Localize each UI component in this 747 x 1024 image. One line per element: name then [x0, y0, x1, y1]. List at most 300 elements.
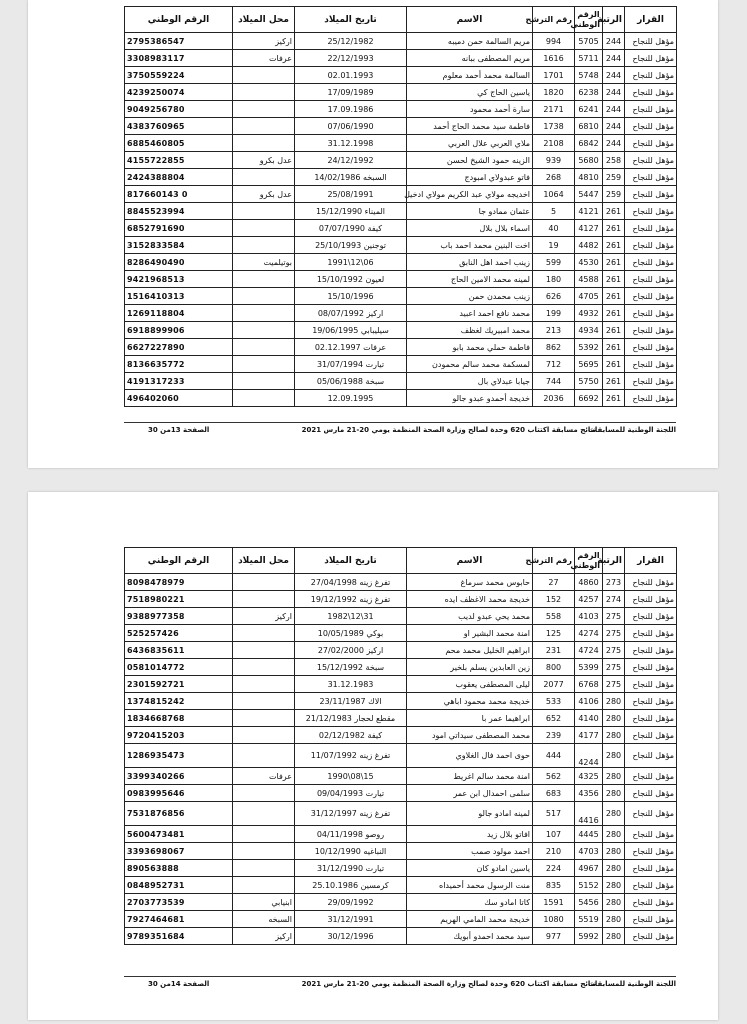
nni-cell: 1286935473 — [125, 744, 233, 768]
footer-committee: اللجنة الوطنية للمسابقات - — [582, 426, 676, 434]
rank-cell: 244 — [603, 84, 625, 101]
decision-cell: مؤهل للنجاح — [625, 203, 677, 220]
cand-no-cell: 40 — [533, 220, 575, 237]
birth-date-cell: عرفات 02.12.1997 — [295, 339, 407, 356]
birth-place-cell — [233, 860, 295, 877]
nni-cell: 1516410313 — [125, 288, 233, 305]
header-name: الاسم — [407, 548, 533, 574]
name-cell: جيابا عبدلاي بال — [407, 373, 533, 390]
table-row — [125, 152, 677, 169]
birth-date-cell: 15/10/1996 — [295, 288, 407, 305]
reg-no-cell: 4482 — [575, 237, 603, 254]
nni-cell: 8098478979 — [125, 574, 233, 591]
rank-cell: 280 — [603, 768, 625, 785]
table-row — [125, 271, 677, 288]
header-decision: القرار — [625, 548, 677, 574]
birth-date-cell: اركيز 08/07/1992 — [295, 305, 407, 322]
rank-cell: 275 — [603, 642, 625, 659]
decision-cell: مؤهل للنجاح — [625, 288, 677, 305]
birth-date-cell: سيليبابي 19/06/1995 — [295, 322, 407, 339]
nni-cell: 5600473481 — [125, 826, 233, 843]
cand-no-cell: 27 — [533, 574, 575, 591]
name-cell: محمد المصطفى سيداتي امود — [407, 727, 533, 744]
rank-cell: 275 — [603, 608, 625, 625]
birth-place-cell: عدل بكرو — [233, 186, 295, 203]
reg-no-cell: 5680 — [575, 152, 603, 169]
cand-no-cell: 744 — [533, 373, 575, 390]
nni-cell: 1374815242 — [125, 693, 233, 710]
birth-place-cell — [233, 390, 295, 407]
cand-no-cell: 19 — [533, 237, 575, 254]
nni-cell: 8136635772 — [125, 356, 233, 373]
nni-cell: 1269118804 — [125, 305, 233, 322]
birth-place-cell — [233, 237, 295, 254]
birth-date-cell: تيارت 31/07/1994 — [295, 356, 407, 373]
cand-no-cell: 5 — [533, 203, 575, 220]
reg-no-cell: 6810 — [575, 118, 603, 135]
table-row — [125, 67, 677, 84]
decision-cell: مؤهل للنجاح — [625, 390, 677, 407]
reg-no-cell: 4257 — [575, 591, 603, 608]
rank-cell: 280 — [603, 744, 625, 768]
table-row — [125, 608, 677, 625]
cand-no-cell: 683 — [533, 785, 575, 802]
birth-place-cell — [233, 877, 295, 894]
birth-date-cell: النباغيه 10/12/1990 — [295, 843, 407, 860]
name-cell: منت الرسول محمد أحميداه — [407, 877, 533, 894]
decision-cell: مؤهل للنجاح — [625, 118, 677, 135]
page-footer — [124, 426, 676, 438]
results-table — [124, 547, 677, 945]
rank-cell: 244 — [603, 118, 625, 135]
nni-cell: 496402060 — [125, 390, 233, 407]
rank-cell: 280 — [603, 710, 625, 727]
table-row — [125, 186, 677, 203]
name-cell: فاطمة سيد محمد الحاج أحمد — [407, 118, 533, 135]
rank-cell: 280 — [603, 843, 625, 860]
cand-no-cell: 626 — [533, 288, 575, 305]
birth-place-cell: عرفات — [233, 768, 295, 785]
nni-cell: 8845523994 — [125, 203, 233, 220]
birth-place-cell: السبخه — [233, 911, 295, 928]
birth-date-cell: 30/12/1996 — [295, 928, 407, 945]
reg-no-cell: 5152 — [575, 877, 603, 894]
table-row — [125, 768, 677, 785]
birth-place-cell — [233, 288, 295, 305]
reg-no-cell: 4274 — [575, 625, 603, 642]
name-cell: امنة محمد سالم اغريط — [407, 768, 533, 785]
reg-no-cell: 6241 — [575, 101, 603, 118]
decision-cell: مؤهل للنجاح — [625, 894, 677, 911]
reg-no-cell: 4932 — [575, 305, 603, 322]
table-row — [125, 220, 677, 237]
name-cell: لمسكمة محمد سالم محمودن — [407, 356, 533, 373]
decision-cell: مؤهل للنجاح — [625, 186, 677, 203]
reg-no-cell: 4724 — [575, 642, 603, 659]
cand-no-cell: 862 — [533, 339, 575, 356]
rank-cell: 261 — [603, 220, 625, 237]
cand-no-cell: 1591 — [533, 894, 575, 911]
rank-cell: 280 — [603, 802, 625, 826]
cand-no-cell: 939 — [533, 152, 575, 169]
cand-no-cell: 517 — [533, 802, 575, 826]
name-cell: محمد يحي عبدو لديب — [407, 608, 533, 625]
birth-date-cell: 31.12.1983 — [295, 676, 407, 693]
cand-no-cell: 213 — [533, 322, 575, 339]
nni-cell: 6436835611 — [125, 642, 233, 659]
table-row — [125, 802, 677, 826]
rank-cell: 273 — [603, 574, 625, 591]
nni-cell: 3393698067 — [125, 843, 233, 860]
reg-no-cell: 4103 — [575, 608, 603, 625]
name-cell: فاطمة حملي محمد بابو — [407, 339, 533, 356]
table-row — [125, 305, 677, 322]
decision-cell: مؤهل للنجاح — [625, 356, 677, 373]
nni-cell: 4383760965 — [125, 118, 233, 135]
rank-cell: 261 — [603, 203, 625, 220]
nni-cell: 6918899906 — [125, 322, 233, 339]
birth-date-cell: تيارت 31/12/1990 — [295, 860, 407, 877]
cand-no-cell: 199 — [533, 305, 575, 322]
nni-cell: 9388977358 — [125, 608, 233, 625]
rank-cell: 261 — [603, 373, 625, 390]
nni-cell: 0 817660143 — [125, 186, 233, 203]
nni-cell: 3750559224 — [125, 67, 233, 84]
cand-no-cell: 835 — [533, 877, 575, 894]
nni-cell: 2795386547 — [125, 33, 233, 50]
rank-cell: 280 — [603, 911, 625, 928]
birth-place-cell — [233, 322, 295, 339]
birth-date-cell: الاك 23/11/1987 — [295, 693, 407, 710]
table-row — [125, 826, 677, 843]
rank-cell: 280 — [603, 928, 625, 945]
table-row — [125, 911, 677, 928]
reg-no-cell: 6768 — [575, 676, 603, 693]
decision-cell: مؤهل للنجاح — [625, 744, 677, 768]
birth-place-cell — [233, 574, 295, 591]
table-row — [125, 642, 677, 659]
decision-cell: مؤهل للنجاح — [625, 339, 677, 356]
name-cell: اسماء بلال بلال — [407, 220, 533, 237]
header-birth-place: محل الميلاد — [233, 548, 295, 574]
decision-cell: مؤهل للنجاح — [625, 591, 677, 608]
decision-cell: مؤهل للنجاح — [625, 608, 677, 625]
header-reg-no: الرقم الوطني — [575, 7, 603, 33]
name-cell: ابراهيما عمر با — [407, 710, 533, 727]
table-row — [125, 860, 677, 877]
birth-place-cell: بوتيلميت — [233, 254, 295, 271]
rank-cell: 261 — [603, 390, 625, 407]
decision-cell: مؤهل للنجاح — [625, 826, 677, 843]
nni-cell: 6627227890 — [125, 339, 233, 356]
nni-cell: 7927464681 — [125, 911, 233, 928]
birth-place-cell — [233, 710, 295, 727]
birth-date-cell: تفرغ زينه 19/12/1992 — [295, 591, 407, 608]
reg-no-cell: 4106 — [575, 693, 603, 710]
nni-cell: 6852791690 — [125, 220, 233, 237]
birth-date-cell: تفرغ زينه 31/12/1997 — [295, 802, 407, 826]
reg-no-cell: 4244 — [575, 744, 603, 768]
table-row — [125, 785, 677, 802]
nni-cell: 6885460805 — [125, 135, 233, 152]
name-cell: زينب احمد اهل النابق — [407, 254, 533, 271]
table-row — [125, 356, 677, 373]
nni-cell: 1834668768 — [125, 710, 233, 727]
decision-cell: مؤهل للنجاح — [625, 727, 677, 744]
footer-divider — [124, 422, 676, 423]
birth-date-cell: مقطع لحجار 21/12/1983 — [295, 710, 407, 727]
reg-no-cell: 4860 — [575, 574, 603, 591]
cand-no-cell: 994 — [533, 33, 575, 50]
birth-place-cell — [233, 339, 295, 356]
birth-date-cell: كيفة 07/07/1990 — [295, 220, 407, 237]
table-row — [125, 237, 677, 254]
header-rank: الرتبة — [603, 7, 625, 33]
decision-cell: مؤهل للنجاح — [625, 574, 677, 591]
name-cell: خديجة محمد محمود اباهي — [407, 693, 533, 710]
header-birth-date: تاريخ الميلاد — [295, 7, 407, 33]
header-reg-no: الرقم الوطني — [575, 548, 603, 574]
name-cell: لمينه محمد الامين الحاج — [407, 271, 533, 288]
page-number: الصفحة 13من 30 — [148, 426, 210, 434]
nni-cell: 2301592721 — [125, 676, 233, 693]
decision-cell: مؤهل للنجاح — [625, 67, 677, 84]
decision-cell: مؤهل للنجاح — [625, 928, 677, 945]
rank-cell: 244 — [603, 50, 625, 67]
reg-no-cell: 5519 — [575, 911, 603, 928]
table-row — [125, 33, 677, 50]
name-cell: محمد نافع احمد اعبيد — [407, 305, 533, 322]
decision-cell: مؤهل للنجاح — [625, 254, 677, 271]
birth-date-cell: 07/06/1990 — [295, 118, 407, 135]
birth-place-cell — [233, 744, 295, 768]
reg-no-cell: 4356 — [575, 785, 603, 802]
birth-place-cell — [233, 591, 295, 608]
birth-place-cell: اركيز — [233, 928, 295, 945]
table-row — [125, 203, 677, 220]
birth-place-cell — [233, 84, 295, 101]
decision-cell: مؤهل للنجاح — [625, 676, 677, 693]
reg-no-cell: 4177 — [575, 727, 603, 744]
name-cell: امنة محمد البشير او — [407, 625, 533, 642]
reg-no-cell: 4810 — [575, 169, 603, 186]
table-row — [125, 843, 677, 860]
reg-no-cell: 5695 — [575, 356, 603, 373]
cand-no-cell: 180 — [533, 271, 575, 288]
rank-cell: 261 — [603, 254, 625, 271]
reg-no-cell: 4121 — [575, 203, 603, 220]
birth-place-cell — [233, 693, 295, 710]
birth-place-cell — [233, 305, 295, 322]
reg-no-cell: 4934 — [575, 322, 603, 339]
rank-cell: 244 — [603, 33, 625, 50]
birth-date-cell: 15\08\1990 — [295, 768, 407, 785]
cand-no-cell: 562 — [533, 768, 575, 785]
nni-cell: 0983995646 — [125, 785, 233, 802]
decision-cell: مؤهل للنجاح — [625, 152, 677, 169]
rank-cell: 261 — [603, 339, 625, 356]
reg-no-cell: 4705 — [575, 288, 603, 305]
nni-cell: 2424388804 — [125, 169, 233, 186]
cand-no-cell: 125 — [533, 625, 575, 642]
rank-cell: 261 — [603, 288, 625, 305]
birth-date-cell: روصو 04/11/1998 — [295, 826, 407, 843]
nni-cell: 9789351684 — [125, 928, 233, 945]
name-cell: اخت البنين محمد احمد باب — [407, 237, 533, 254]
cand-no-cell: 2171 — [533, 101, 575, 118]
birth-place-cell — [233, 659, 295, 676]
page-footer — [124, 980, 676, 992]
birth-date-cell: اركيز 27/02/2000 — [295, 642, 407, 659]
name-cell: الزينه حمود الشيخ لحسن — [407, 152, 533, 169]
table-body — [125, 33, 677, 407]
name-cell: السالمة محمد أحمد معلوم — [407, 67, 533, 84]
birth-date-cell: 06\12\1991 — [295, 254, 407, 271]
reg-no-cell: 5748 — [575, 67, 603, 84]
birth-place-cell — [233, 271, 295, 288]
decision-cell: مؤهل للنجاح — [625, 322, 677, 339]
birth-place-cell: اركيز — [233, 33, 295, 50]
rank-cell: 280 — [603, 860, 625, 877]
results-table — [124, 6, 677, 407]
birth-date-cell: تيارت 09/04/1993 — [295, 785, 407, 802]
cand-no-cell: 599 — [533, 254, 575, 271]
cand-no-cell: 268 — [533, 169, 575, 186]
header-birth-place: محل الميلاد — [233, 7, 295, 33]
name-cell: افاتو بلال زيد — [407, 826, 533, 843]
reg-no-cell: 5750 — [575, 373, 603, 390]
nni-cell: 525257426 — [125, 625, 233, 642]
decision-cell: مؤهل للنجاح — [625, 802, 677, 826]
cand-no-cell: 224 — [533, 860, 575, 877]
results-page-14 — [28, 492, 718, 1020]
birth-place-cell — [233, 356, 295, 373]
header-decision: القرار — [625, 7, 677, 33]
rank-cell: 280 — [603, 727, 625, 744]
rank-cell: 259 — [603, 186, 625, 203]
birth-place-cell — [233, 101, 295, 118]
birth-date-cell: 17.09.1986 — [295, 101, 407, 118]
table-row — [125, 339, 677, 356]
birth-date-cell: 31\12\1982 — [295, 608, 407, 625]
reg-no-cell: 6238 — [575, 84, 603, 101]
nni-cell: 7518980221 — [125, 591, 233, 608]
reg-no-cell: 5711 — [575, 50, 603, 67]
rank-cell: 275 — [603, 659, 625, 676]
table-row — [125, 574, 677, 591]
birth-date-cell: توجنين 25/10/1993 — [295, 237, 407, 254]
reg-no-cell: 4325 — [575, 768, 603, 785]
nni-cell: 3308983117 — [125, 50, 233, 67]
birth-place-cell — [233, 826, 295, 843]
cand-no-cell: 1616 — [533, 50, 575, 67]
nni-cell: 0848952731 — [125, 877, 233, 894]
birth-date-cell: 12.09.1995 — [295, 390, 407, 407]
decision-cell: مؤهل للنجاح — [625, 642, 677, 659]
table-row — [125, 625, 677, 642]
name-cell: ملاي العربي علال العربي — [407, 135, 533, 152]
cand-no-cell: 1738 — [533, 118, 575, 135]
cand-no-cell: 2036 — [533, 390, 575, 407]
rank-cell: 261 — [603, 305, 625, 322]
birth-date-cell: بوكي 10/05/1989 — [295, 625, 407, 642]
decision-cell: مؤهل للنجاح — [625, 768, 677, 785]
reg-no-cell: 4967 — [575, 860, 603, 877]
reg-no-cell: 4588 — [575, 271, 603, 288]
decision-cell: مؤهل للنجاح — [625, 860, 677, 877]
name-cell: خديجة محمد الاغظف ايده — [407, 591, 533, 608]
footer-committee: اللجنة الوطنية للمسابقات - — [582, 980, 676, 988]
decision-cell: مؤهل للنجاح — [625, 84, 677, 101]
table-row — [125, 254, 677, 271]
name-cell: سيد محمد احمدو أبويك — [407, 928, 533, 945]
nni-cell: 3152833584 — [125, 237, 233, 254]
table-row — [125, 877, 677, 894]
header-birth-date: تاريخ الميلاد — [295, 548, 407, 574]
table-body — [125, 574, 677, 945]
rank-cell: 244 — [603, 135, 625, 152]
name-cell: سلمى احمدال ابن عمر — [407, 785, 533, 802]
reg-no-cell: 4140 — [575, 710, 603, 727]
name-cell: سارة أحمد محمود — [407, 101, 533, 118]
nni-cell: 9421968513 — [125, 271, 233, 288]
decision-cell: مؤهل للنجاح — [625, 135, 677, 152]
name-cell: حابوس محمد سرماغ — [407, 574, 533, 591]
cand-no-cell: 2077 — [533, 676, 575, 693]
birth-place-cell — [233, 135, 295, 152]
rank-cell: 280 — [603, 785, 625, 802]
name-cell: ليلى المصطفى يعقوب — [407, 676, 533, 693]
table-row — [125, 928, 677, 945]
cand-no-cell: 977 — [533, 928, 575, 945]
table-row — [125, 84, 677, 101]
rank-cell: 275 — [603, 625, 625, 642]
reg-no-cell: 4530 — [575, 254, 603, 271]
name-cell: مريم المصطفى ببانه — [407, 50, 533, 67]
birth-place-cell: عدل بكرو — [233, 152, 295, 169]
cand-no-cell: 800 — [533, 659, 575, 676]
table-row — [125, 710, 677, 727]
rank-cell: 280 — [603, 894, 625, 911]
decision-cell: مؤهل للنجاح — [625, 785, 677, 802]
birth-place-cell — [233, 625, 295, 642]
birth-date-cell: 22/12/1993 — [295, 50, 407, 67]
name-cell: ياسين الحاج كي — [407, 84, 533, 101]
birth-date-cell: 02.01.1993 — [295, 67, 407, 84]
reg-no-cell: 5447 — [575, 186, 603, 203]
nni-cell: 9720415203 — [125, 727, 233, 744]
reg-no-cell: 5392 — [575, 339, 603, 356]
birth-date-cell: الميناء 15/12/1990 — [295, 203, 407, 220]
rank-cell: 261 — [603, 271, 625, 288]
decision-cell: مؤهل للنجاح — [625, 625, 677, 642]
birth-date-cell: 31.12.1998 — [295, 135, 407, 152]
birth-place-cell — [233, 676, 295, 693]
nni-cell: 3399340266 — [125, 768, 233, 785]
birth-place-cell — [233, 373, 295, 390]
birth-date-cell: تفرغ زينه 27/04/1998 — [295, 574, 407, 591]
header-rank: الرتبة — [603, 548, 625, 574]
birth-date-cell: السبخه 14/02/1986 — [295, 169, 407, 186]
name-cell: خديجة أحمدو عبدو جالو — [407, 390, 533, 407]
nni-cell: 9049256780 — [125, 101, 233, 118]
birth-date-cell: لعيون 15/10/1992 — [295, 271, 407, 288]
name-cell: ياسين امادو كان — [407, 860, 533, 877]
table-row — [125, 135, 677, 152]
birth-place-cell: عرفات — [233, 50, 295, 67]
reg-no-cell: 4127 — [575, 220, 603, 237]
birth-place-cell — [233, 727, 295, 744]
